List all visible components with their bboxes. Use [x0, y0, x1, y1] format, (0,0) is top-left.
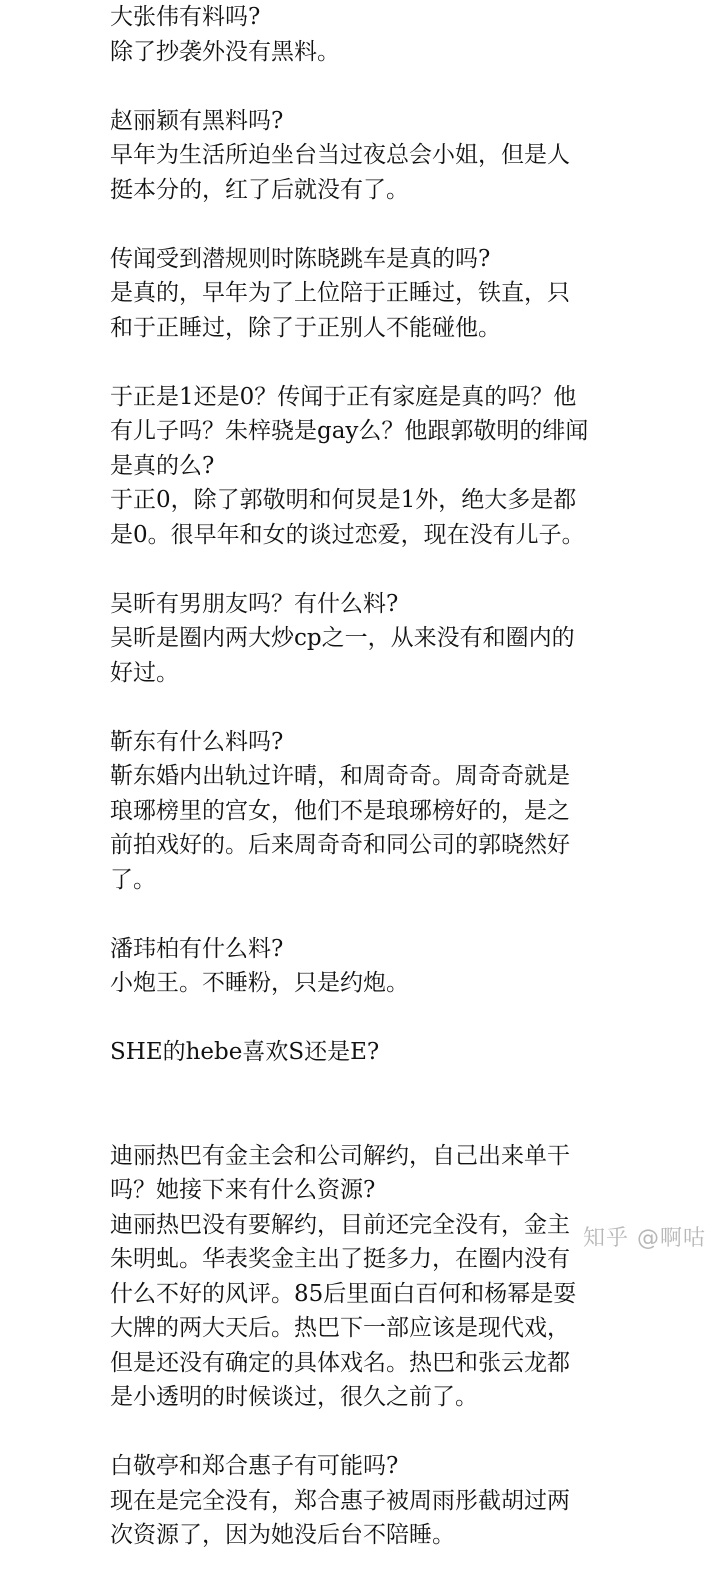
answer-line: 现在是完全没有，郑合惠子被周雨彤截胡过两: [110, 1487, 570, 1514]
qa-block: [110, 932, 670, 1001]
answer-line: 朱明虬。华表奖金主出了挺多力，在圈内没有: [110, 1246, 570, 1272]
answer-line: 琅琊榜里的宫女，他们不是琅琊榜好的，是之: [110, 797, 570, 824]
blank-answer: [110, 1070, 670, 1105]
answer-line: 挺本分的，红了后就没有了。: [110, 176, 409, 203]
qa-block: [110, 242, 670, 346]
answer-line: 次资源了，因为她没后台不陪睡。: [110, 1522, 455, 1548]
question-line: 白敬亭和郑合惠子有可能吗?: [110, 1453, 399, 1479]
qa-block: [110, 0, 670, 69]
question-line: 迪丽热巴有金主会和公司解约，自己出来单干: [110, 1142, 570, 1169]
answer-line: 小炮王。不睡粉，只是约炮。: [110, 970, 409, 996]
question-line: 吴昕有男朋友吗？有什么料?: [110, 590, 399, 617]
answer-line: 是0。很早年和女的谈过恋爱，现在没有儿子。: [110, 521, 585, 548]
answer-line: 是小透明的时候谈过，很久之前了。: [110, 1384, 478, 1410]
answer-line: 吴昕是圈内两大炒cp之一，从来没有和圈内的: [110, 625, 575, 651]
answer-line: 除了抄袭外没有黑料。: [110, 38, 340, 65]
qa-block: [110, 587, 670, 691]
question-line: 于正是1还是0？传闻于正有家庭是真的吗？他: [110, 383, 577, 410]
question-line: 是真的么?: [110, 452, 215, 479]
qa-block: [110, 380, 670, 553]
qa-block: [110, 1139, 670, 1415]
answer-line: 了。: [110, 866, 156, 893]
qa-block: [110, 1035, 670, 1104]
qa-block: [110, 104, 670, 208]
question-line: 靳东有什么料吗?: [110, 728, 284, 755]
answer-line: 好过。: [110, 659, 179, 686]
answer-line: 前拍戏好的。后来周奇奇和同公司的郭晓然好: [110, 832, 570, 858]
question-line: 赵丽颖有黑料吗?: [110, 107, 284, 134]
question-line: 传闻受到潜规则时陈晓跳车是真的吗?: [110, 245, 491, 272]
qa-block: [110, 725, 670, 898]
answer-line: 大牌的两大天后。热巴下一部应该是现代戏，: [110, 1315, 570, 1341]
question-line: 大张伟有料吗?: [110, 4, 261, 30]
question-line: 有儿子吗？朱梓骁是gay么？他跟郭敬明的绯闻: [110, 418, 589, 444]
answer-line: 但是还没有确定的具体戏名。热巴和张云龙都: [110, 1349, 570, 1376]
qa-document: [110, 0, 670, 1587]
answer-line: 靳东婚内出轨过许晴，和周奇奇。周奇奇就是: [110, 763, 570, 789]
qa-block: [110, 1449, 670, 1553]
question-line: 吗？她接下来有什么资源?: [110, 1177, 376, 1203]
zhihu-watermark: 知乎 @啊咕: [583, 1226, 706, 1251]
question-line: 潘玮柏有什么料?: [110, 935, 284, 962]
question-line: SHE的hebe喜欢S还是E?: [110, 1039, 380, 1065]
answer-line: 什么不好的风评。85后里面白百何和杨幂是耍: [110, 1280, 577, 1307]
answer-line: 迪丽热巴没有要解约，目前还完全没有，金主: [110, 1211, 570, 1238]
answer-line: 早年为生活所迫坐台当过夜总会小姐，但是人: [110, 142, 570, 168]
answer-line: 是真的，早年为了上位陪于正睡过，铁直，只: [110, 280, 570, 306]
answer-line: 于正0，除了郭敬明和何炅是1外，绝大多是都: [110, 487, 577, 513]
answer-line: 和于正睡过，除了于正别人不能碰他。: [110, 314, 501, 341]
